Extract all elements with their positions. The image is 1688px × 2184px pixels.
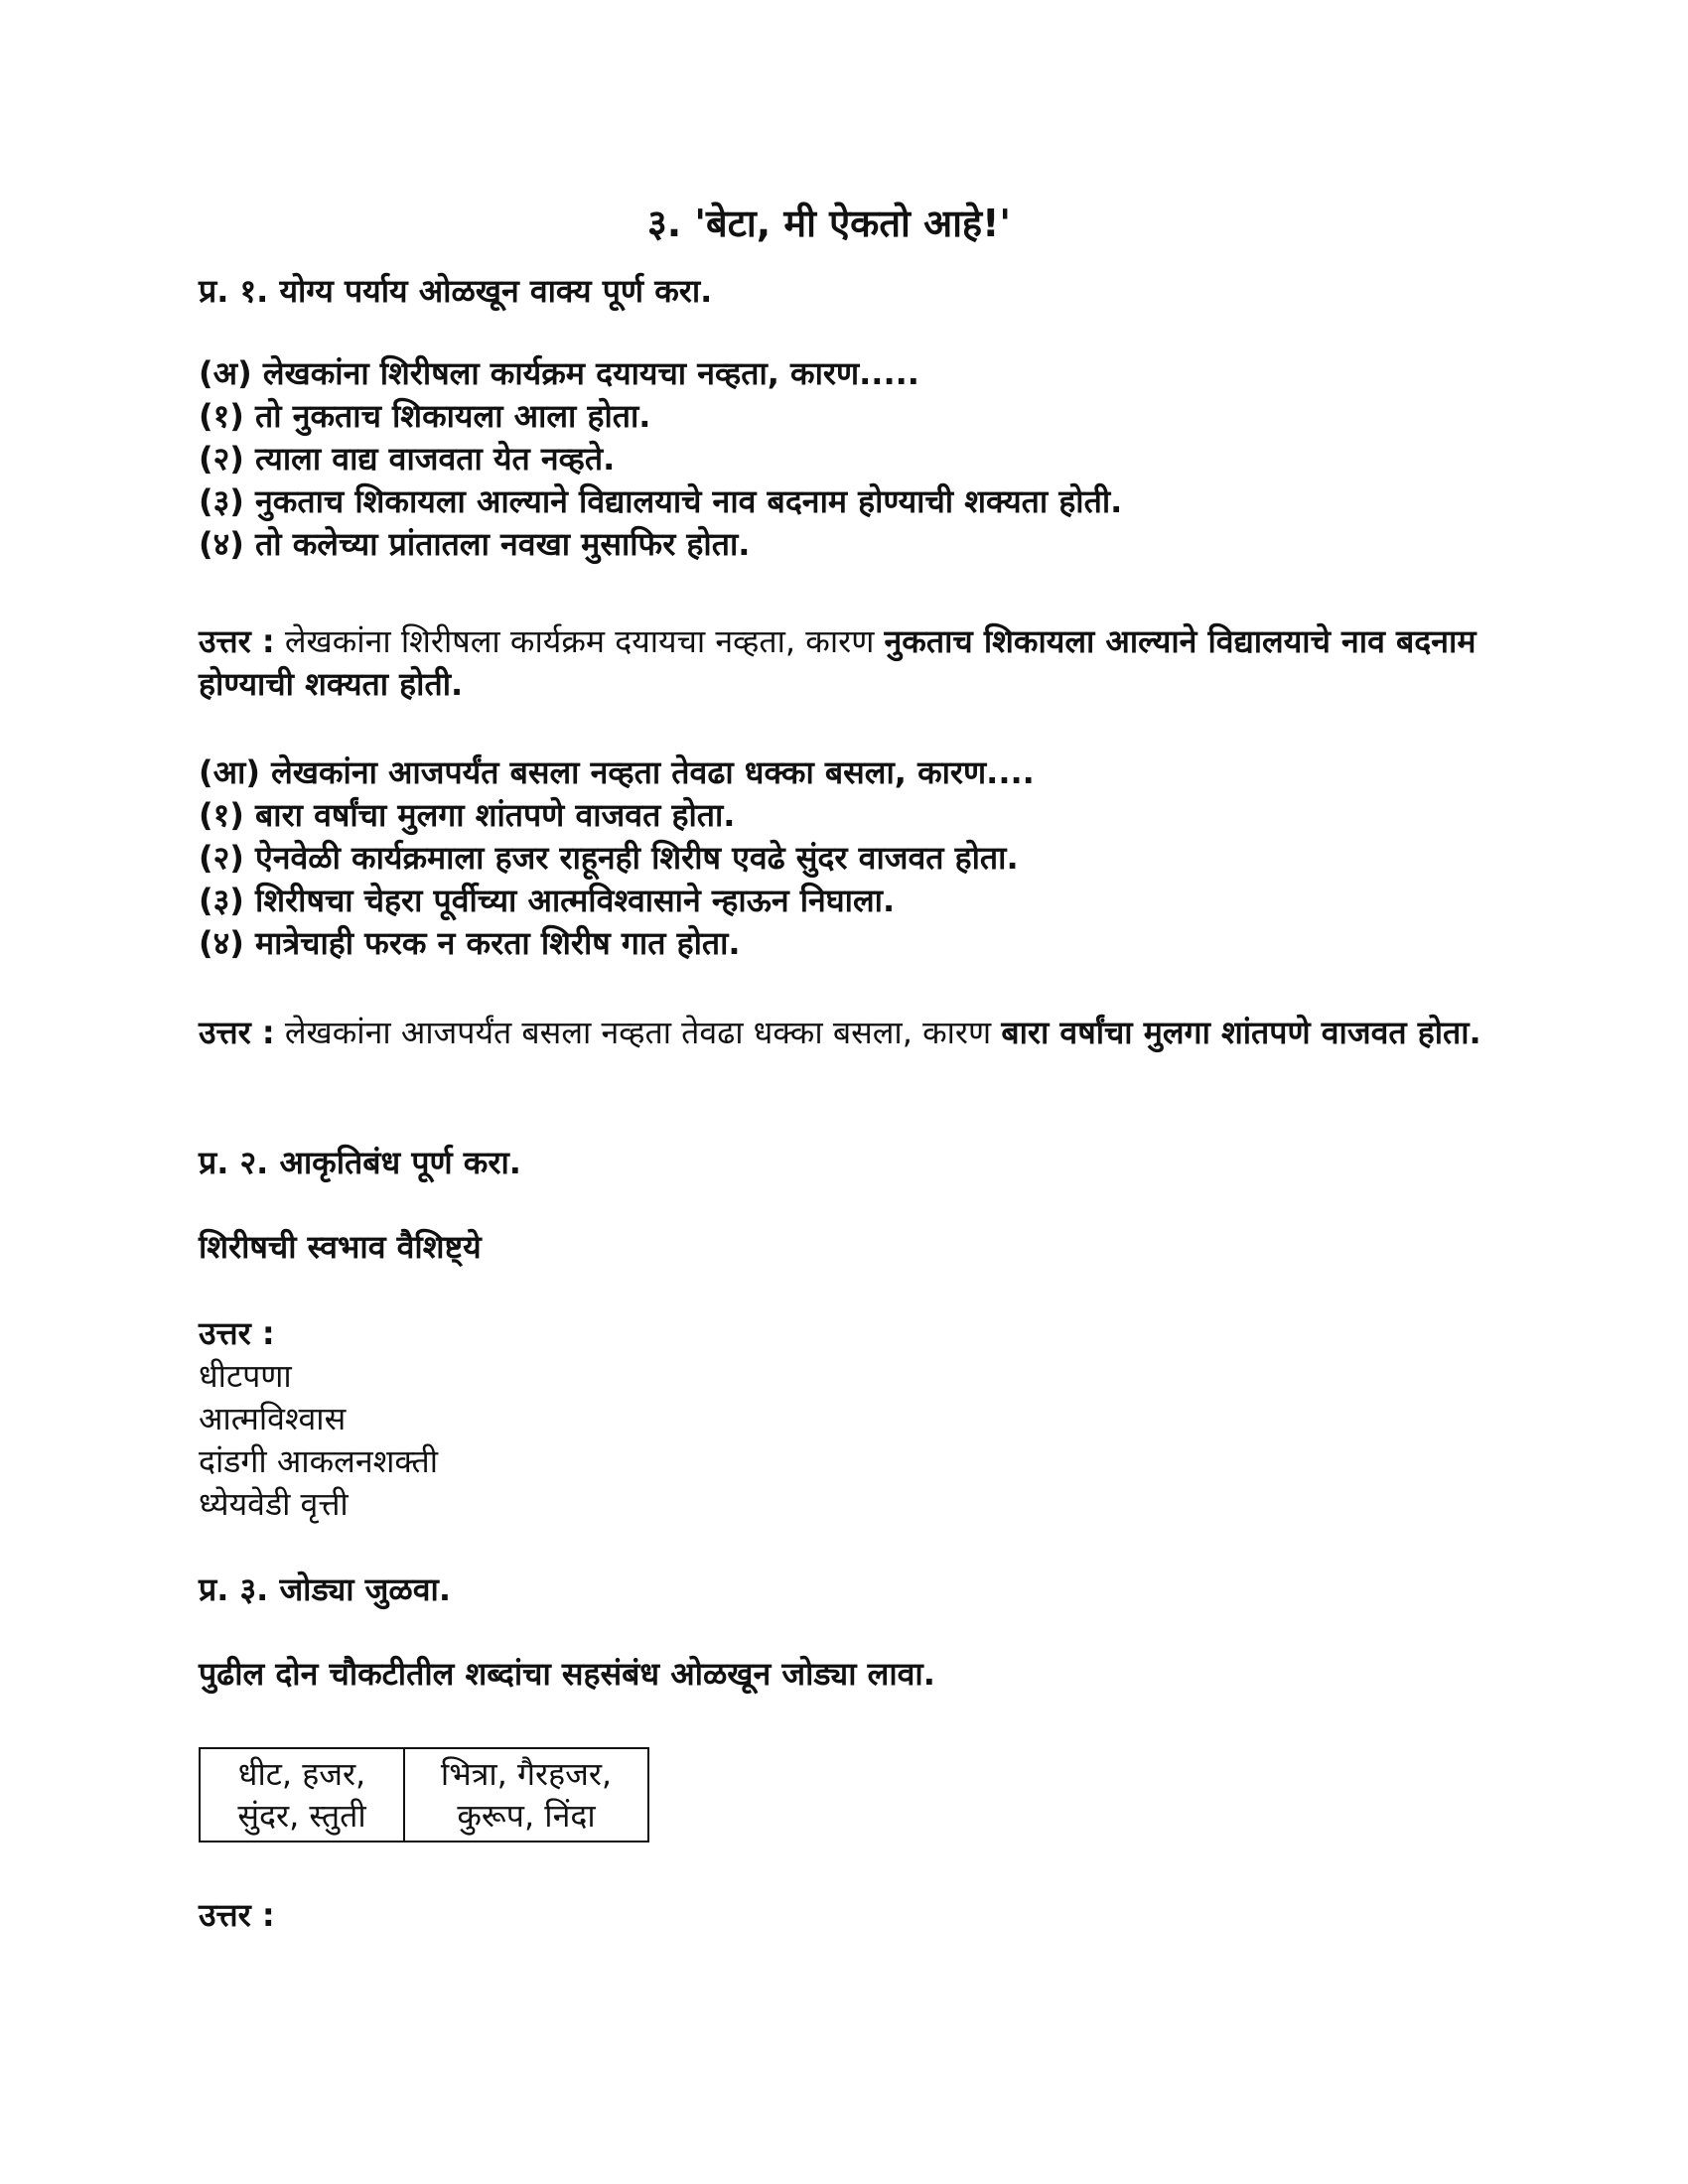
question-3-instruction: पुढील दोन चौकटीतील शब्दांचा सहसंबंध ओळखून जोड्या लावा. bbox=[199, 1655, 935, 1693]
trait-item: ध्येयवेडी वृत्ती bbox=[199, 1485, 349, 1523]
question-2-subheading: शिरीषची स्वभाव वैशिष्ट्ये bbox=[199, 1228, 482, 1266]
match-table-right-cell bbox=[404, 1748, 648, 1842]
answer-1b bbox=[199, 1012, 1489, 1054]
question-1b-stem: (आ) लेखकांना आजपर्यंत बसला नव्हता तेवढा धक्का बसला, कारण.... bbox=[199, 753, 1035, 791]
answer-1a bbox=[199, 620, 1489, 706]
match-table-left-cell bbox=[200, 1748, 404, 1842]
answer-2 bbox=[199, 1312, 1509, 1526]
option-1b-1: (१) बारा वर्षांचा मुलगा शांतपणे वाजवत होता. bbox=[199, 796, 736, 834]
match-word-right: कुरूप, निंदा bbox=[457, 1797, 596, 1835]
option-1b-3: (३) शिरीषचा चेहरा पूर्वीच्या आत्मविश्वासाने न्हाऊन निघाला. bbox=[199, 882, 896, 919]
trait-item: धीटपणा bbox=[199, 1357, 292, 1395]
match-word-left: सुंदर, स्तुती bbox=[237, 1797, 366, 1835]
question-3-heading: प्र. ३. जोड्या जुळवा. bbox=[199, 1570, 451, 1608]
answer-1a-text: लेखकांना शिरीषला कार्यक्रम दयायचा नव्हता, कारण bbox=[274, 622, 885, 660]
match-word-right: भित्रा, गैरहजर, bbox=[440, 1755, 613, 1793]
question-1a bbox=[199, 352, 1509, 566]
match-table bbox=[199, 1747, 649, 1843]
match-word-left: धीट, हजर, bbox=[237, 1755, 366, 1793]
question-2-heading: प्र. २. आकृतिबंध पूर्ण करा. bbox=[199, 1144, 521, 1181]
question-1b bbox=[199, 751, 1509, 965]
question-1-heading: प्र. १. योग्य पर्याय ओळखून वाक्य पूर्ण करा. bbox=[199, 272, 713, 310]
answer-3-label: उत्तर : bbox=[199, 1896, 275, 1934]
option-1b-4: (४) मात्रेचाही फरक न करता शिरीष गात होता. bbox=[199, 924, 741, 962]
option-1b-2: (२) ऐनवेळी कार्यक्रमाला हजर राहूनही शिरीष एवढे सुंदर वाजवत होता. bbox=[199, 839, 1019, 877]
option-1a-1: (१) तो नुकताच शिकायला आला होता. bbox=[199, 397, 651, 435]
answer-label: उत्तर : bbox=[199, 1314, 275, 1352]
question-1a-stem: (अ) लेखकांना शिरीषला कार्यक्रम दयायचा नव्हता, कारण..... bbox=[199, 354, 919, 392]
answer-1b-text: लेखकांना आजपर्यंत बसला नव्हता तेवढा धक्का बसला, कारण bbox=[274, 1014, 1002, 1051]
option-1a-4: (४) तो कलेच्या प्रांतातला नवखा मुसाफिर होता. bbox=[199, 525, 751, 563]
option-1a-3: (३) नुकताच शिकायला आल्याने विद्यालयाचे नाव बदनाम होण्याची शक्यता होती. bbox=[199, 482, 1123, 520]
answer-1b-bold: बारा वर्षांचा मुलगा शांतपणे वाजवत होता. bbox=[1001, 1014, 1481, 1051]
chapter-title: ३. 'बेटा, मी ऐकतो आहे!' bbox=[646, 202, 1012, 245]
option-1a-2: (२) त्याला वाद्य वाजवता येत नव्हते. bbox=[199, 440, 616, 478]
trait-item: दांडगी आकलनशक्ती bbox=[199, 1442, 439, 1480]
answer-1a-bold: नुकताच शिकायला आल्याने विद्यालयाचे नाव बदनाम होण्याची शक्यता होती. bbox=[199, 622, 1477, 703]
answer-label: उत्तर : bbox=[199, 622, 275, 660]
answer-label: उत्तर : bbox=[199, 1014, 275, 1051]
trait-item: आत्मविश्वास bbox=[199, 1400, 347, 1437]
